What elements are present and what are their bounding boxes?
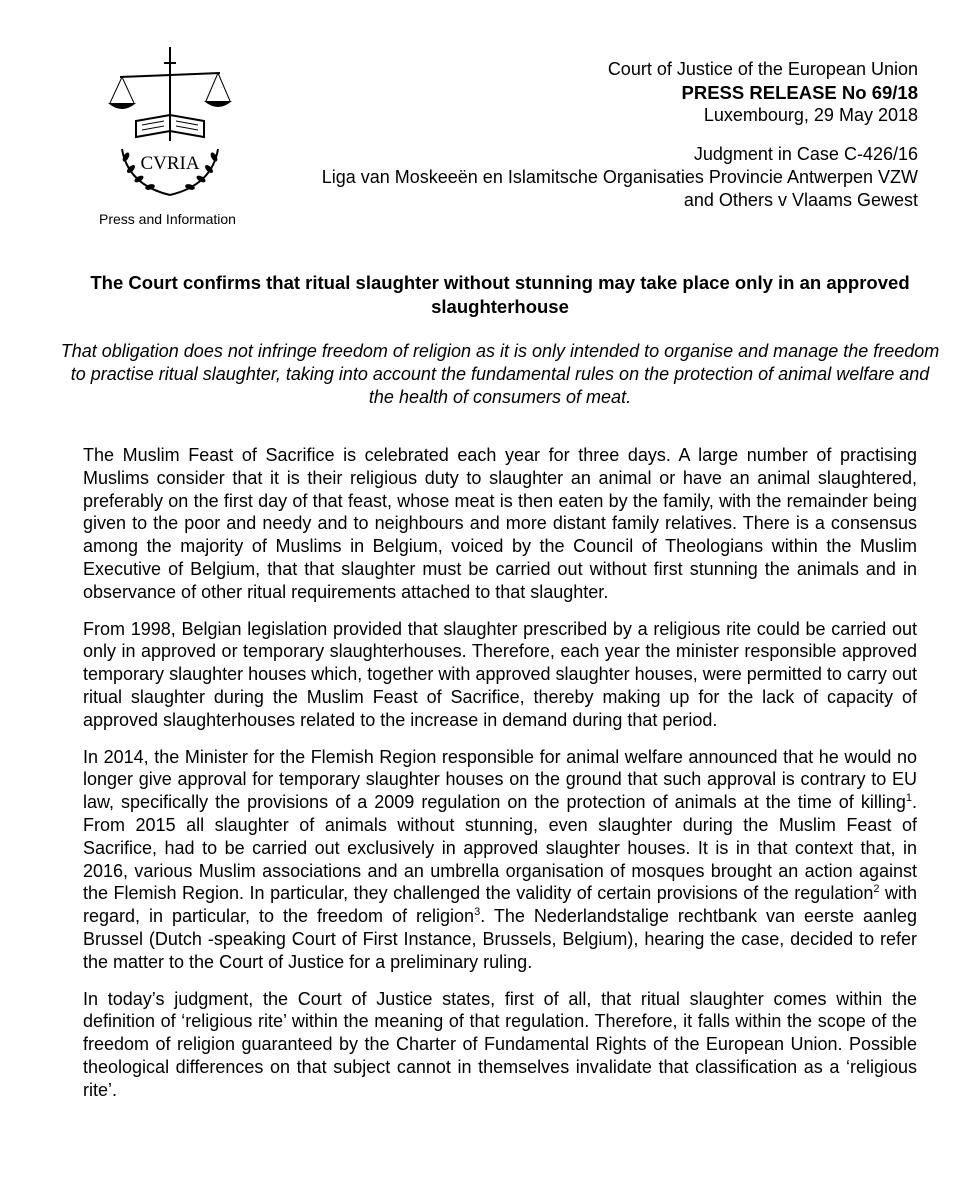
press-release-number: PRESS RELEASE No 69/18 <box>681 82 918 103</box>
paragraph-4: In today’s judgment, the Court of Justice states, first of all, that ritual slaughter comes within the definition of ‘religious rite’ within the meaning of that regulation. Therefore, it falls within the scope of the freedom of religion guaranteed by the Charter of Fundamental Rights of the European Union. Possible theological differences on that subject cannot in themselves invalidate that classification as a ‘religious rite’. <box>83 988 917 1100</box>
paragraph-1: The Muslim Feast of Sacrifice is celebrated each year for three days. A large number of practising Muslims consider that it is their religious duty to slaughter an animal or have an animal slaughtered, preferably on the first day of that feast, whose meat is then eaten by the family, with the remainder being given to the poor and needy and to neighbours and more distant family relatives. There is a consensus among the majority of Muslims in Belgium, voiced by the Council of Theologians within the Muslim Executive of Belgium, that that slaughter must be carried out without first stunning the animals and in observance of other ritual requirements attached to that slaughter. <box>83 445 917 602</box>
case-parties-line-1: Liga van Moskeeën en Islamitsche Organisaties Provincie Antwerpen VZW <box>321 167 918 187</box>
paragraph-3-text-a: In 2014, the Minister for the Flemish Region responsible for animal welfare announced that he would no longer give approval for temporary slaughter houses on the ground that such approval is contrary to EU law, specifically the provisions of a 2009 regulation on the protection of animals at the time of killing <box>83 746 917 813</box>
logo-text: CVRIA <box>140 153 200 174</box>
footnote-ref-3: 3 <box>474 906 481 919</box>
body-text <box>83 444 917 1116</box>
press-and-information-label: Press and Information <box>99 211 236 227</box>
paragraph-3-text-c: with regard, in particular, to the freedom of religion <box>83 883 917 927</box>
court-name: Court of Justice of the European Union <box>607 59 918 79</box>
subheadline: That obligation does not infringe freedom of religion as it is only intended to organise and manage the freedom to practise ritual slaughter, taking into account the fundamental rules on the protection of animal welfare and the health of consumers of meat. <box>60 341 940 407</box>
paragraph-2: From 1998, Belgian legislation provided that slaughter prescribed by a religious rite could be carried out only in approved or temporary slaughterhouses. Therefore, each year the minister responsible approved temporary slaughter houses which, together with approved slaughter houses, were permitted to carry out ritual slaughter during the Muslim Feast of Sacrifice, thereby making up for the lack of capacity of approved slaughterhouses related to the increase in demand during that period. <box>83 618 917 730</box>
header-info <box>322 58 918 212</box>
release-date: Luxembourg, 29 May 2018 <box>703 105 918 125</box>
paragraph-3-text-b: . From 2015 all slaughter of animals without stunning, even slaughter during the Muslim Feast of Sacrifice, had to be carried out exclusively in approved slaughter houses. It is in that context that, in 2016, various Muslim associations and an umbrella organisation of mosques brought an action against the Flemish Region. In particular, they challenged the validity of certain provisions of the regulation <box>83 792 917 904</box>
footnote-ref-2: 2 <box>873 883 880 896</box>
headline: The Court confirms that ritual slaughter without stunning may take place only in an approved slaughterhouse <box>90 272 910 317</box>
paragraph-3 <box>83 746 917 974</box>
curia-logo <box>100 45 240 207</box>
paragraph-3-text-d: . The Nederlandstalige rechtbank van eerste aanleg Brussel (Dutch -speaking Court of First Instance, Brussels, Belgium), hearing the case, decided to refer the matter to the Court of Justice for a preliminary ruling. <box>83 906 918 972</box>
case-parties-line-2: and Others v Vlaams Gewest <box>683 190 918 210</box>
footnote-ref-1: 1 <box>905 792 912 805</box>
case-reference: Judgment in Case C-426/16 <box>693 144 918 164</box>
